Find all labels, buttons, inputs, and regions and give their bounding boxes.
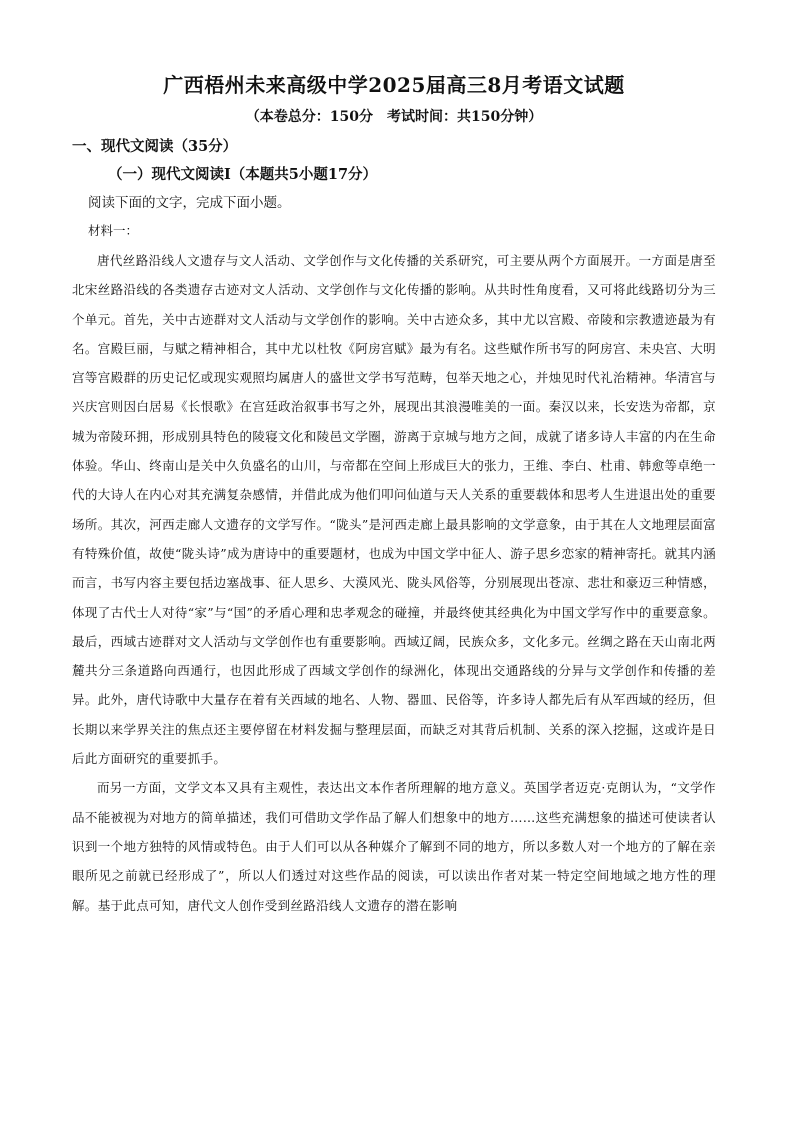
reading-instruction: 阅读下面的文字，完成下面小题。 [88,195,291,211]
material-label: 材料一： [88,223,139,238]
material-paragraph-2: 而另一方面，文学文本又具有主观性，表达出文本作者所理解的地方意义。英国学者迈克·克朗认为，“文学作品不能被视为对地方的简单描述，我们可借助文学作品了解人们想象中的地方……这些充满想象的描述可使读者认识到一个地方独特的风情或特色。由于人们可以从各种媒介了解到不同的地方，所以多数人对一个地方的了解在亲眼所见之前就已经形成了”，所以人们透过对这些作品的阅读，可以读出作者对某一特定空间地域之地方性的理解。基于此点可知，唐代文人创作受到丝路沿线人文遗存的潜在影响 [72,780,716,913]
exam-title: 广西梧州未来高级中学2025届高三8月考语文试题 [163,73,625,97]
exam-subtitle: （本卷总分：150分 考试时间：共150分钟） [245,109,543,125]
material-paragraph-1: 唐代丝路沿线人文遗存与文人活动、文学创作与文化传播的关系研究，可主要从两个方面展开。一方面是唐至北宋丝路沿线的各类遗存古迹对文人活动、文学创作与文化传播的影响。从共时性角度看，又可将此线路切分为三个单元。首先，关中古迹群对文人活动与文学创作的影响。关中古迹众多，其中尤以宫殿、帝陵和宗教遗迹最为有名。宫殿巨丽，与赋之精神相合，其中尤以杜牧《阿房宫赋》最为有名。这些赋作所书写的阿房宫、未央宫、大明宫等宫殿群的历史记忆或现实观照均属唐人的盛世文学书写范畴，包举天地之心，并烛见时代礼治精神。华清宫与兴庆宫则因白居易《长恨歌》在宫廷政治叙事书写之外，展现出其浪漫唯美的一面。秦汉以来，长安迭为帝都，京城为帝陵环拥，形成别具特色的陵寝文化和陵邑文学圈，游离于京城与地方之间，成就了诸多诗人丰富的内在生命体验。华山、终南山是关中久负盛名的山川，与帝都在空间上形成巨大的张力，王维、李白、杜甫、韩愈等卓绝一代的大诗人在内心对其充满复杂感情，并借此成为他们叩问仙道与天人关系的重要载体和思考人生进退出处的重要场所。其次，河西走廊人文遗存的文学写作。“陇头”是河西走廊上最具影响的文学意象，由于其在人文地理层面富有特殊价值，故使“陇头诗”成为唐诗中的重要题材，也成为中国文学中征人、游子思乡恋家的精神寄托。就其内涵而言，书写内容主要包括边塞战事、征人思乡、大漠风光、陇头风俗等，分别展现出苍凉、悲壮和豪迈三种情感，体现了古代士人对待“家”与“国”的矛盾心理和忠孝观念的碰撞，并最终使其经典化为中国文学写作中的重要意象。最后，西域古迹群对文人活动与文学创作也有重要影响。西域辽阔，民族众多，文化多元。丝绸之路在天山南北两麓共分三条道路向西通行，也因此形成了西域文学创作的绿洲化，体现出交通路线的分异与文学创作和传播的差异。此外，唐代诗歌中大量存在着有关西域的地名、人物、器皿、民俗等，许多诗人都先后有从军西域的经历，但长期以来学界关注的焦点还主要停留在材料发掘与整理层面，而缺乏对其背后机制、关系的深入挖掘，这或许是日后此方面研究的重要抓手。 [72,253,716,767]
subsection-heading: （一）现代文阅读Ⅰ（本题共5小题17分） [108,166,378,183]
section-heading: 一、现代文阅读（35分） [72,138,238,155]
